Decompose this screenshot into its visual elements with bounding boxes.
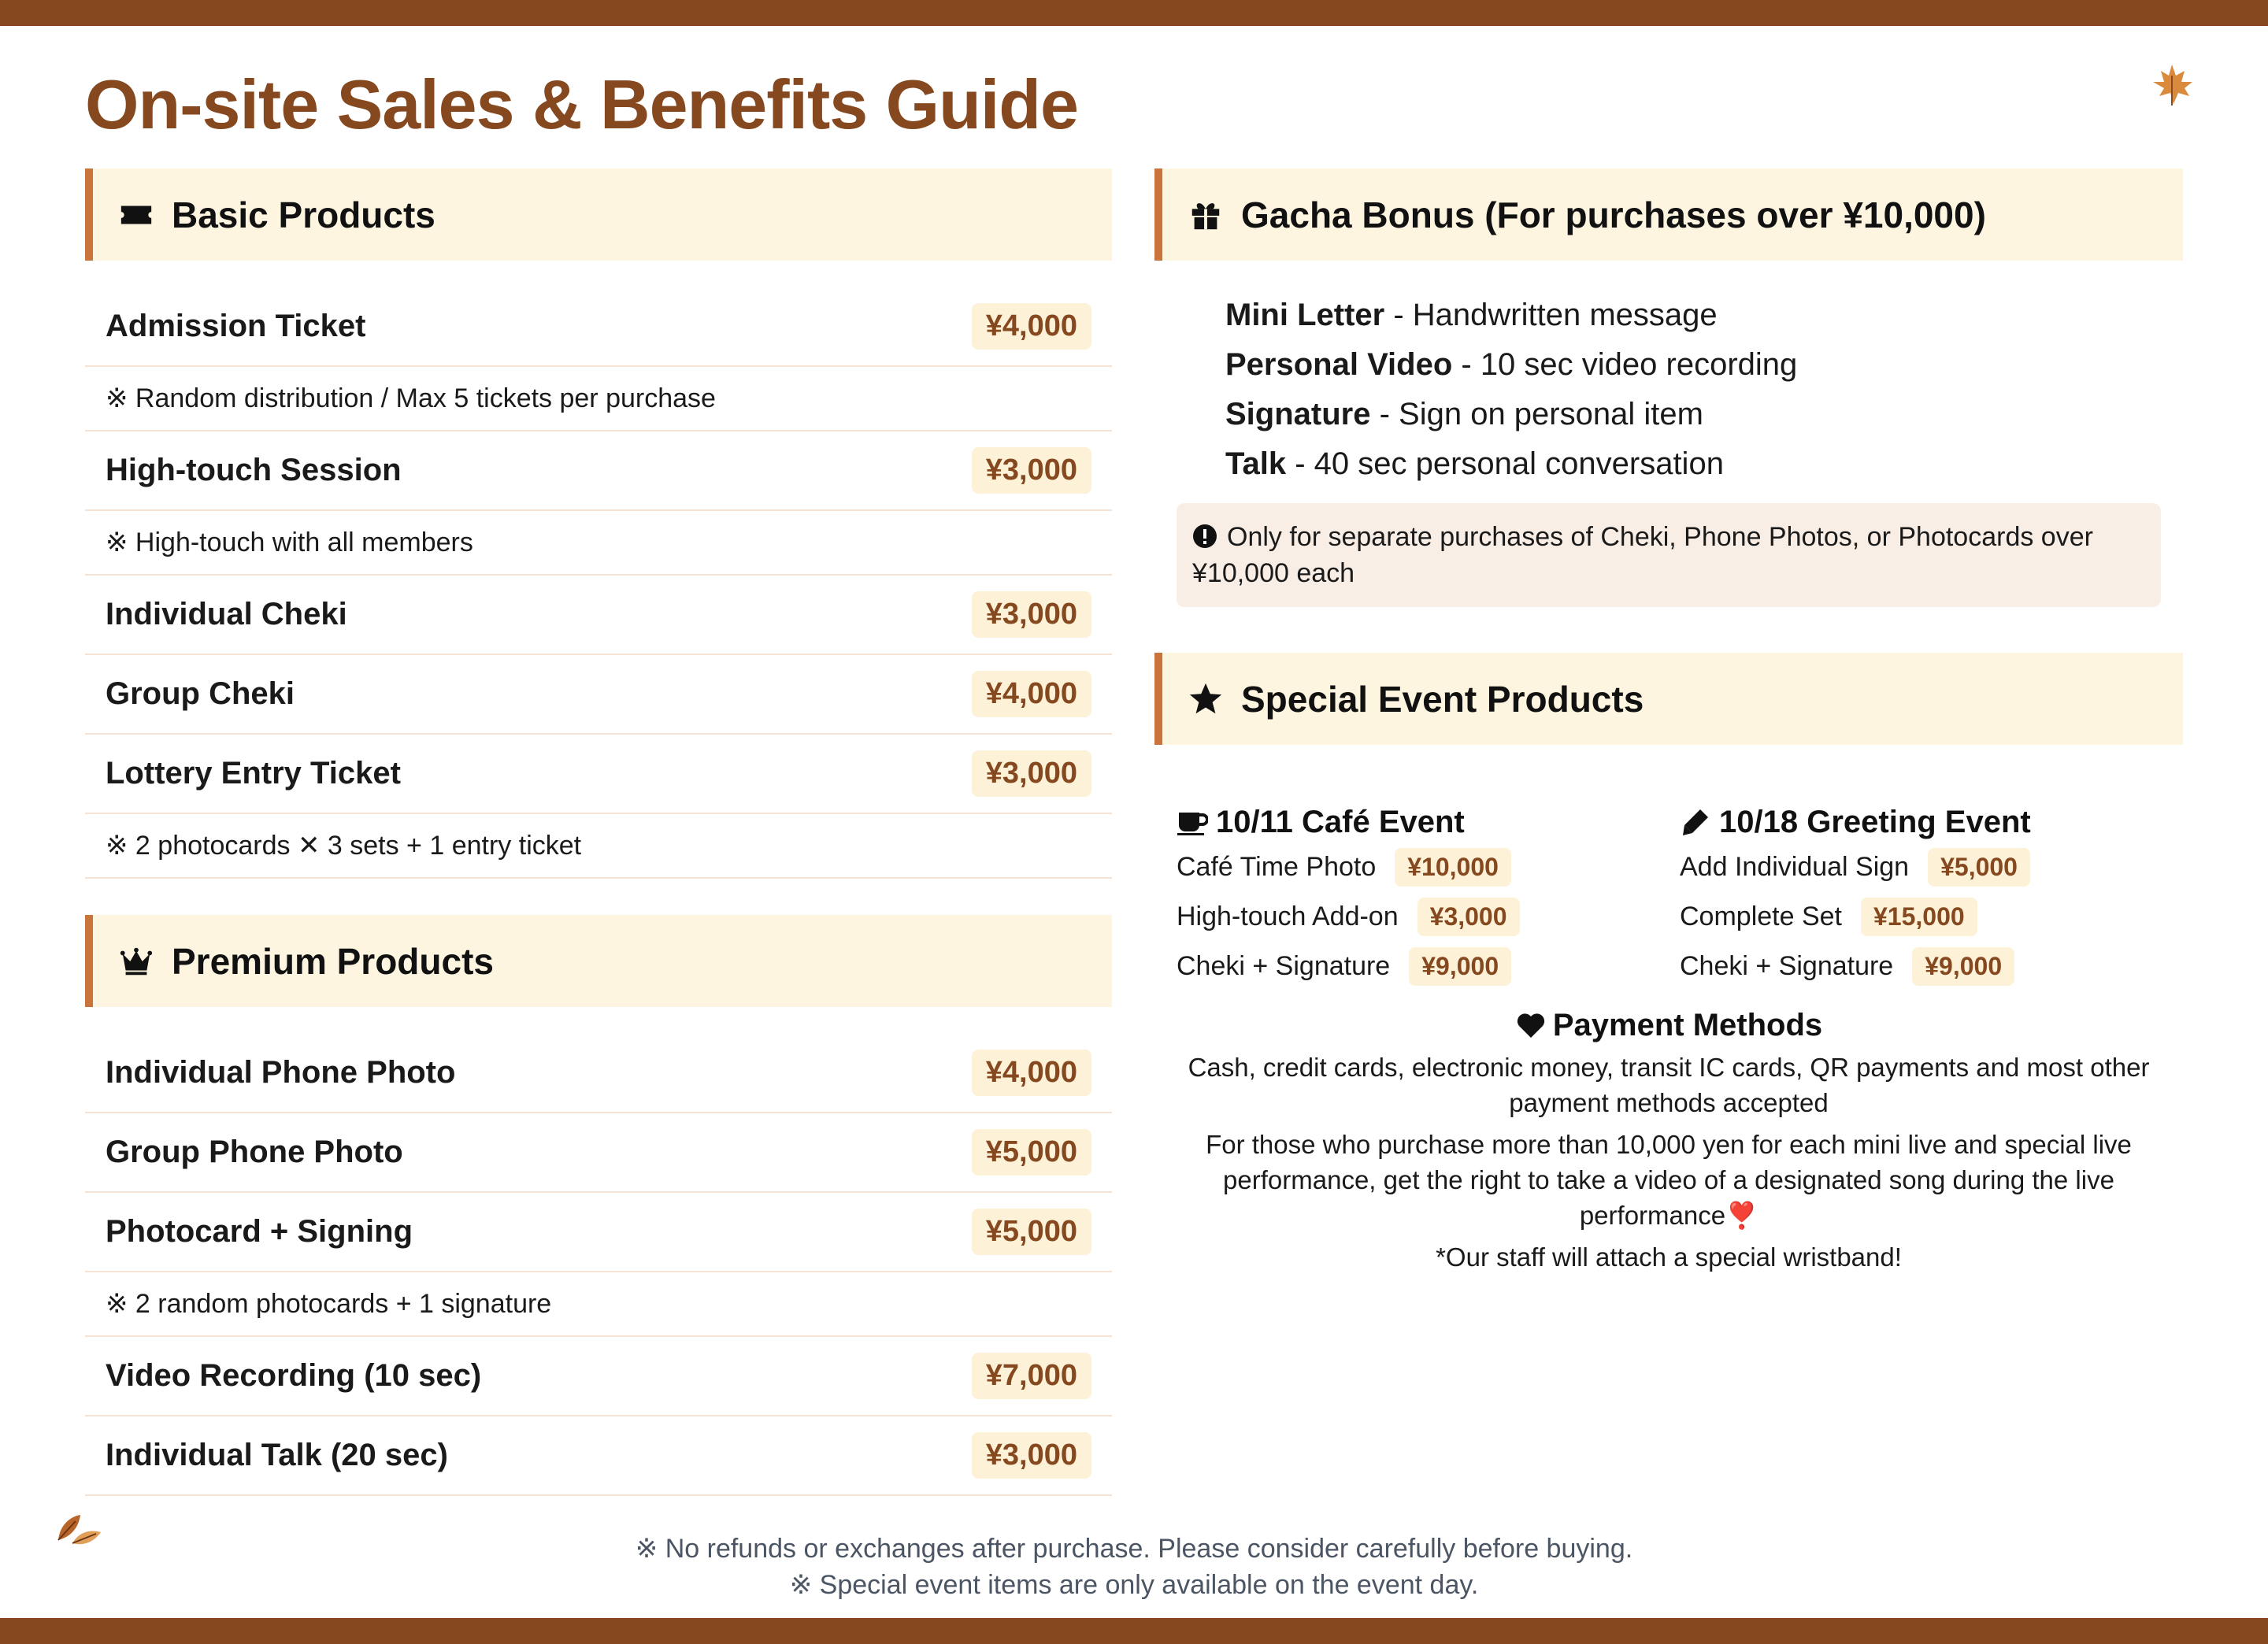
- price-badge: ¥3,000: [972, 591, 1091, 638]
- gacha-notice-text: Only for separate purchases of Cheki, Phone Photos, or Photocards over ¥10,000 each: [1192, 522, 2093, 588]
- product-note: ※ 2 photocards ✕ 3 sets + 1 entry ticket: [85, 814, 1112, 879]
- event-title-text: 10/11 Café Event: [1216, 804, 1465, 839]
- top-bar: [0, 0, 2268, 26]
- footer-note: ※ Special event items are only available on the event day.: [789, 1570, 1479, 1600]
- event-title: [1680, 802, 2183, 842]
- gacha-item-desc: - 10 sec video recording: [1452, 347, 1798, 382]
- price-badge: ¥3,000: [972, 750, 1091, 797]
- event-item-name: Add Individual Sign: [1680, 852, 1910, 882]
- right-column: [1154, 168, 2183, 1275]
- price-badge: ¥5,000: [972, 1209, 1091, 1255]
- premium-products-list: [85, 1034, 1112, 1496]
- product-name: Photocard + Signing: [106, 1214, 413, 1249]
- gacha-item-name: Personal Video: [1225, 347, 1453, 382]
- section-title: Premium Products: [172, 940, 494, 982]
- product-row: [85, 735, 1112, 814]
- event-item-name: Complete Set: [1680, 902, 1842, 931]
- event-title: [1177, 802, 1680, 842]
- price-badge: ¥4,000: [972, 303, 1091, 350]
- event-cafe: [1177, 802, 1680, 991]
- bottom-bar: [0, 1618, 2268, 1644]
- product-name: Group Cheki: [106, 676, 295, 711]
- event-title-text: 10/18 Greeting Event: [1719, 804, 2031, 839]
- price-badge: ¥9,000: [1409, 947, 1511, 986]
- section-title: Basic Products: [172, 194, 435, 235]
- price-badge: ¥9,000: [1912, 947, 2014, 986]
- product-row: [85, 576, 1112, 655]
- gacha-item: [1225, 291, 2183, 340]
- price-badge: ¥5,000: [1928, 848, 2030, 887]
- crown-icon: [117, 942, 156, 981]
- price-badge: ¥3,000: [972, 447, 1091, 494]
- gacha-bonus-header: [1154, 168, 2183, 261]
- product-name: Individual Talk (20 sec): [106, 1438, 448, 1472]
- heart-icon: [1515, 1009, 1547, 1041]
- gacha-item-name: Mini Letter: [1225, 298, 1385, 332]
- price-badge: ¥5,000: [972, 1129, 1091, 1176]
- star-icon: [1186, 679, 1225, 719]
- special-event-header: [1154, 653, 2183, 745]
- product-note: ※ High-touch with all members: [85, 511, 1112, 576]
- event-item: [1680, 842, 2183, 892]
- product-note: ※ 2 random photocards + 1 signature: [85, 1272, 1112, 1337]
- event-item: [1680, 892, 2183, 942]
- event-item: [1177, 892, 1680, 942]
- price-badge: ¥3,000: [1418, 898, 1520, 936]
- gacha-item-name: Talk: [1225, 446, 1287, 481]
- left-column: [85, 168, 1112, 1496]
- product-row: [85, 1034, 1112, 1113]
- payment-title-text: Payment Methods: [1552, 1007, 1823, 1042]
- product-name: Individual Cheki: [106, 597, 347, 631]
- ticket-icon: [117, 195, 156, 235]
- gacha-item-desc: - 40 sec personal conversation: [1286, 446, 1724, 481]
- exclamation-circle-icon: [1192, 524, 1217, 549]
- special-events: [1154, 802, 2183, 991]
- event-item: [1177, 942, 1680, 991]
- pen-icon: [1680, 806, 1711, 838]
- price-badge: ¥4,000: [972, 1050, 1091, 1096]
- gacha-notice: [1177, 503, 2161, 607]
- product-row: [85, 287, 1112, 367]
- gacha-item-desc: - Sign on personal item: [1370, 397, 1703, 431]
- gacha-item: [1225, 390, 2183, 439]
- footer-note: ※ No refunds or exchanges after purchase. Please consider carefully before buying.: [635, 1534, 1633, 1564]
- premium-products-header: [85, 915, 1112, 1007]
- price-badge: ¥4,000: [972, 671, 1091, 717]
- payment-video-bonus: For those who purchase more than 10,000 yen for each mini live and special live performance, get the right to take a video of a designated song during the live performance❣️: [1206, 1130, 2132, 1230]
- price-badge: ¥10,000: [1395, 848, 1511, 887]
- product-row: [85, 655, 1112, 735]
- payment-text: Cash, credit cards, electronic money, transit IC cards, QR payments and most other payment methods accepted: [1188, 1053, 2150, 1117]
- payment-title: [1170, 1004, 2167, 1046]
- product-name: Lottery Entry Ticket: [106, 756, 401, 791]
- footer-notes: [0, 1531, 2268, 1603]
- product-name: Admission Ticket: [106, 309, 366, 343]
- gacha-list: [1154, 291, 2183, 489]
- gacha-item: [1225, 340, 2183, 390]
- page-title: On-site Sales & Benefits Guide: [85, 65, 1078, 143]
- basic-products-header: [85, 168, 1112, 261]
- price-badge: ¥3,000: [972, 1432, 1091, 1479]
- gacha-item: [1225, 439, 2183, 489]
- product-note: ※ Random distribution / Max 5 tickets per purchase: [85, 367, 1112, 431]
- event-item-name: High-touch Add-on: [1177, 902, 1399, 931]
- product-name: Group Phone Photo: [106, 1135, 403, 1169]
- event-item: [1680, 942, 2183, 991]
- coffee-icon: [1177, 806, 1208, 838]
- section-title: Special Event Products: [1241, 678, 1644, 720]
- product-row: [85, 1337, 1112, 1416]
- basic-products-list: [85, 287, 1112, 879]
- price-badge: ¥7,000: [972, 1353, 1091, 1399]
- event-item-name: Cheki + Signature: [1680, 951, 1894, 981]
- product-row: [85, 1416, 1112, 1496]
- payment-methods: [1154, 1004, 2183, 1275]
- event-item-name: Cheki + Signature: [1177, 951, 1391, 981]
- product-row: [85, 1113, 1112, 1193]
- product-row: [85, 431, 1112, 511]
- gacha-item-name: Signature: [1225, 397, 1371, 431]
- gacha-item-desc: - Handwritten message: [1384, 298, 1718, 332]
- event-greeting: [1680, 802, 2183, 991]
- event-item: [1177, 842, 1680, 892]
- maple-leaf-icon: [2148, 61, 2196, 109]
- section-title: Gacha Bonus (For purchases over ¥10,000): [1241, 194, 1986, 235]
- payment-wristband: *Our staff will attach a special wristband!: [1436, 1242, 1902, 1272]
- product-name: Individual Phone Photo: [106, 1055, 456, 1090]
- product-name: Video Recording (10 sec): [106, 1358, 482, 1393]
- product-name: High-touch Session: [106, 453, 402, 487]
- gift-icon: [1186, 195, 1225, 235]
- event-item-name: Café Time Photo: [1177, 852, 1377, 882]
- product-row: [85, 1193, 1112, 1272]
- price-badge: ¥15,000: [1861, 898, 1977, 936]
